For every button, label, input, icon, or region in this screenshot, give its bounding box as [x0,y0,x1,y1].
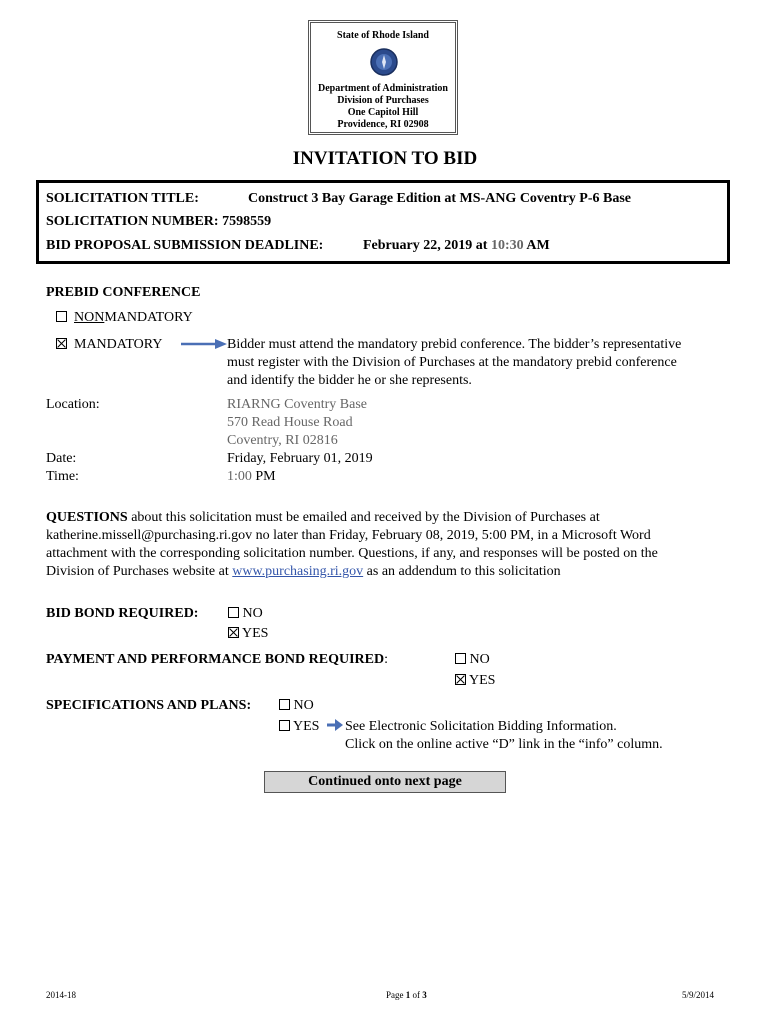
bid-bond-no-checkbox [228,607,239,618]
solicitation-number-label: SOLICITATION NUMBER: [46,214,219,229]
state-seal-icon [369,47,399,77]
deadline-date: February 22, 2019 at [363,238,488,253]
time-value-number: 1:00 [227,469,252,484]
specs-no-option [279,697,314,715]
solicitation-title-label: SOLICITATION TITLE: [46,191,199,206]
nonmandatory-option [56,309,193,327]
nonmandatory-prefix: NON [74,310,105,325]
seal-line-3: One Capitol Hill [347,107,419,118]
payment-bond-no-option [455,651,490,669]
date-label: Date: [46,451,77,466]
solicitation-title-value: Construct 3 Bay Garage Edition at MS-ANG Coventry P-6 Base [248,191,632,206]
specs-yes-checkbox [279,720,290,731]
location-line-2: 570 Read House Road [227,415,353,430]
purchasing-website-link[interactable]: www.purchasing.ri.gov [232,564,364,579]
mandatory-text-line-3: and identify the bidder he or she represents. [227,373,472,388]
questions-line-4-pre: Division of Purchases website at [46,564,233,579]
payment-bond-row [46,651,388,669]
bid-bond-yes-checkbox [228,627,239,638]
location-value [227,396,367,450]
specs-label: SPECIFICATIONS AND PLANS: [46,698,252,713]
footer-right: 5/9/2014 [682,990,715,1000]
footer-page-total: 3 [422,990,427,1000]
questions-line-3: attachment with the corresponding solicitation number. Questions, if any, and responses will be posted on the [46,546,658,561]
arrow-right-icon [181,338,227,350]
payment-bond-yes-checkbox [455,674,466,685]
mandatory-text-line-2: must register with the Division of Purchases at the mandatory prebid conference [227,355,677,370]
payment-bond-colon: : [384,652,388,667]
prebid-heading: PREBID CONFERENCE [46,285,201,300]
seal-line-2: Division of Purchases [337,95,429,106]
specs-yes-option [279,718,319,736]
seal-box [308,20,458,135]
footer-page-pre: Page [386,990,406,1000]
deadline-time: 10:30 [490,238,524,253]
mandatory-label: MANDATORY [74,337,163,352]
location-line-3: Coventry, RI 02816 [227,433,338,448]
time-label: Time: [46,469,79,484]
payment-bond-label: PAYMENT AND PERFORMANCE BOND REQUIRED [46,652,385,667]
location-label: Location: [46,397,100,412]
mandatory-checkbox [56,338,67,349]
mandatory-text [227,336,681,390]
footer-page-num: 1 [405,990,411,1000]
location-line-1: RIARNG Coventry Base [227,397,367,412]
deadline-value [363,237,550,255]
payment-bond-yes-label: YES [468,673,496,688]
specs-info [345,718,663,754]
questions-paragraph [46,509,746,581]
specs-yes-label: YES [292,719,320,734]
continued-banner: Continued onto next page [264,771,506,793]
solicitation-number-value: 7598559 [222,214,272,229]
footer-page [386,990,427,1000]
time-value [227,468,276,486]
questions-line-2: katherine.missell@purchasing.ri.gov no later than Friday, February 08, 2019, 5:00 PM, in a Microsoft Word [46,528,651,543]
seal-state: State of Rhode Island [337,30,429,41]
arrow-right-icon [327,719,343,731]
nonmandatory-rest: MANDATORY [104,310,193,325]
footer-page-mid: of [410,990,423,1000]
payment-bond-yes-option [455,672,495,690]
bid-bond-no-option [228,605,263,623]
deadline-label: BID PROPOSAL SUBMISSION DEADLINE: [46,238,324,253]
time-ampm: PM [255,469,276,484]
specs-no-checkbox [279,699,290,710]
bid-bond-no-label: NO [242,606,263,621]
deadline-ampm: AM [526,238,550,253]
mandatory-text-line-1: Bidder must attend the mandatory prebid conference. The bidder’s representative [227,337,682,352]
seal-line-1: Department of Administration [318,83,448,94]
questions-bold: QUESTIONS [46,510,128,525]
mandatory-option [56,336,162,354]
payment-bond-no-checkbox [455,653,466,664]
bid-bond-label: BID BOND REQUIRED: [46,606,199,621]
specs-no-label: NO [293,698,314,713]
solicitation-number-row [46,213,271,231]
questions-line-4-post: as an addendum to this solicitation [363,564,561,579]
specs-info-line-2: Click on the online active “D” link in the “info” column. [345,737,663,752]
bid-bond-yes-option [228,625,268,643]
footer-left: 2014-18 [46,990,76,1000]
nonmandatory-checkbox [56,311,67,322]
questions-line-1: about this solicitation must be emailed and received by the Division of Purchases at [127,510,600,525]
payment-bond-no-label: NO [469,652,490,667]
seal-line-4: Providence, RI 02908 [337,119,429,130]
specs-info-line-1: See Electronic Solicitation Bidding Information. [345,719,617,734]
bid-bond-yes-label: YES [241,626,269,641]
date-value: Friday, February 01, 2019 [227,451,373,466]
page-title: INVITATION TO BID [292,148,478,169]
